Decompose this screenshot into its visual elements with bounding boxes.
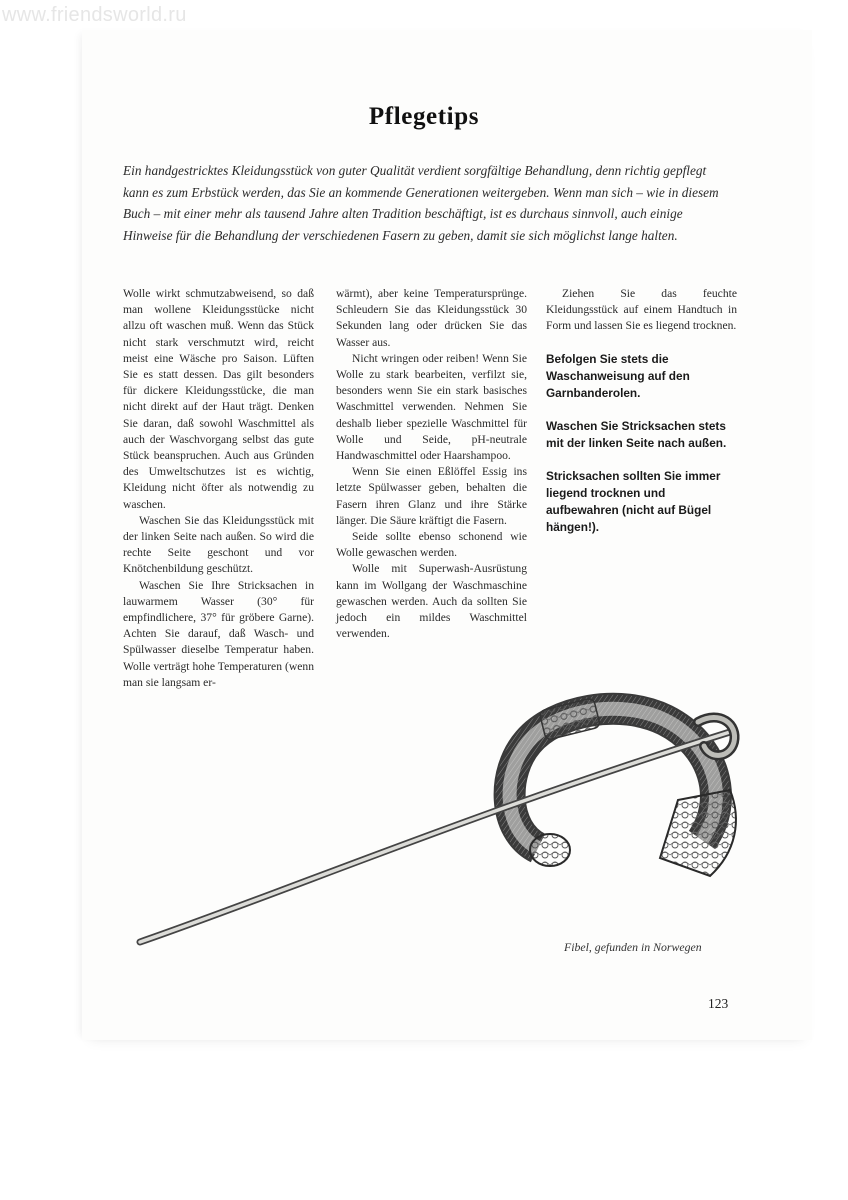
column1-paragraph: Waschen Sie das Kleidungsstück mit der linken Seite nach außen. So wird die rechte Seite geschont und vor Knötchenbildung geschützt. [123,513,314,576]
column3-paragraph: Ziehen Sie das feuchte Kleidungsstück auf einem Handtuch in Form und lassen Sie es liegend trocknen. [546,287,737,333]
text-column-1 [123,286,314,691]
text-column-3 [546,286,737,536]
column1-paragraph: Waschen Sie Ihre Stricksachen in lauwarmem Wasser (30° für empfindlichere, 37° für gröbere Garne). Achten Sie darauf, daß Wasch- und Spülwasser dieselbe Temperatur haben. Wolle verträgt hohe Temperaturen (wenn man sie langsam er- [123,578,314,689]
intro-paragraph: Ein handgestricktes Kleidungsstück von guter Qualität verdient sorgfältige Behandlung, denn richtig gepflegt kann es zum Erbstück werden, das Sie an kommende Generationen weitergeben. Wenn man sich – wie in diesem Buch – mit einer mehr als tausend Jahre alten Tradition beschäftigt, ist es durchaus sinnvoll, auch einige Hinweise für die Behandlung der verschiedenen Fasern zu geben, damit sie sich möglichst lange halten. [123,163,719,244]
watermark-text: www.friendsworld.ru [2,4,187,26]
brooch-illustration [130,680,770,960]
care-tip-bold: Befolgen Sie stets die Waschanweisung auf den Garnbanderolen. [546,351,690,400]
illustration-caption: Fibel, gefunden in Norwegen [564,940,702,954]
column2-paragraph: wärmt), aber keine Temperatursprünge. Schleudern Sie das Kleidungsstück 30 Sekunden lang oder drücken Sie das Wasser aus. [336,287,527,349]
column2-paragraph: Wenn Sie einen Eßlöffel Essig ins letzte Spülwasser geben, behalten die Fasern ihren Glanz und ihre Stärke länger. Die Säure kräftigt die Fasern. [336,465,527,527]
ring-panel [539,698,601,741]
animal-head-terminal [530,834,570,866]
column1-paragraph: Wolle wirkt schmutzabweisend, so daß man wollene Kleidungsstücke nicht allzu oft waschen muß. Wenn das Stück nicht stark verschmutzt wird, reicht meist eine Wäsche pro Saison. Lüften Sie es statt dessen. Das gilt besonders für dickere Kleidungsstücke, die man nicht direkt auf der Haut trägt. Denken Sie daran, daß sowohl Waschmittel als auch der Waschvorgang selbst das gute Stück beanspruchen. Auch aus Gründen des Umweltschutzes ist es wichtig, Kleidung nicht öfter als notwendig zu waschen. [123,287,314,511]
care-tip-bold: Stricksachen sollten Sie immer liegend trocknen und aufbewahren (nicht auf Bügel hängen!). [546,468,721,534]
page-title: Pflegetips [368,103,480,130]
column2-paragraph: Wolle mit Superwash-Ausrüstung kann im Wollgang der Waschmaschine gewaschen werden. Auch da sollten Sie jedoch ein mildes Waschmittel verwenden. [336,562,527,641]
care-tip-bold: Waschen Sie Stricksachen stets mit der linken Seite nach außen. [546,418,727,450]
text-column-2 [336,286,527,642]
decorated-terminal [660,790,736,876]
column2-paragraph: Nicht wringen oder reiben! Wenn Sie Wolle zu stark bearbeiten, verfilzt sie, besonders wenn Sie ein stark basisches Waschmittel verwenden. Nehmen Sie deshalb lieber spezielle Waschmittel für Wolle und Seide, pH-neutrale Handwaschmittel oder Haarshampoo. [336,351,527,463]
column2-paragraph: Seide sollte ebenso schonend wie Wolle gewaschen werden. [336,530,527,560]
page-number: 123 [708,996,729,1011]
